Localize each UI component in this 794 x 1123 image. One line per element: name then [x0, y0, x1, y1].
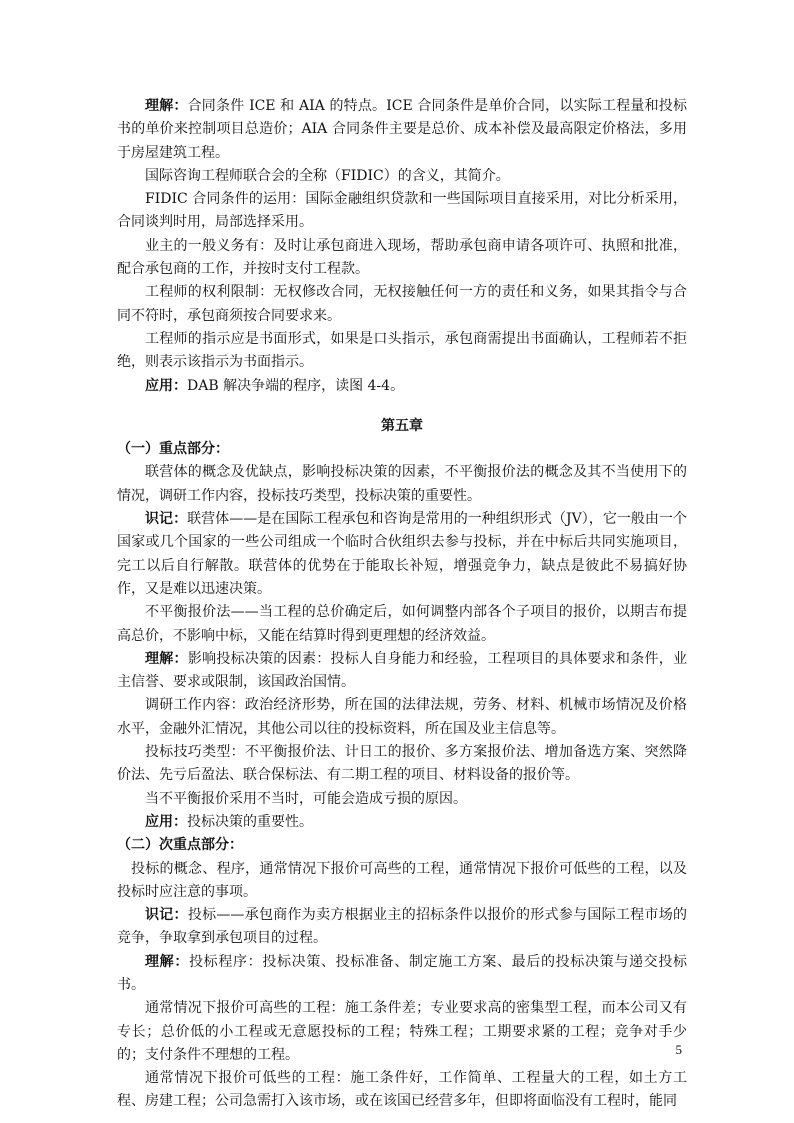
label-apply: 应用：: [145, 813, 187, 830]
paragraph-bid-memo: [117, 904, 687, 951]
paragraph-decision-factors: [117, 648, 687, 695]
paragraph-improper-use: 当不平衡报价采用不当时，可能会造成亏损的原因。: [145, 790, 467, 807]
paragraph-text: 联营体——是在国际工程承包和咨询是常用的一种组织形式（JV），它一般由一个国家或几个国家的一些公司组成一个临时合伙组织去参与投标，并在中标后共同实施项目，完工以后自行解散。联营体的优势在于能取长补短，增强竞争力，缺点是彼此不易搞好协作，又是难以迅速决策。: [117, 511, 687, 597]
paragraph-research: 调研工作内容：政治经济形势，所在国的法律法规，劳务、材料、机械市场情况及价格水平，金融外汇情况，其他公司以往的投标资料，所在国及业主信息等。: [117, 697, 687, 737]
section-heading-secondary: （二）次重点部分：: [117, 837, 243, 854]
paragraph-bid-skills: 投标技巧类型：不平衡报价法、计日工的报价、多方案报价法、增加备选方案、突然降价法、先亏后盈法、联合保标法、有二期工程的项目、材料设备的报价等。: [117, 744, 687, 784]
paragraph-high-price-projects: 通常情况下报价可高些的工程：施工条件差；专业要求高的密集型工程，而本公司又有专长；总价低的小工程或无意愿投标的工程；特殊工程；工期要求紧的工程；竞争对手少的；支付条件不理想的工程。: [117, 1000, 687, 1063]
chapter-spacer: [117, 398, 687, 415]
paragraph-decision-importance: [117, 811, 687, 834]
label-understand: 理解：: [145, 98, 188, 114]
paragraph-fidic-use: FIDIC 合同条件的运用：国际金融组织贷款和一些国际项目直接采用，对比分析采用，合同谈判时用，局部选择采用。: [117, 191, 687, 231]
paragraph-engineer-limits: 工程师的权利限制：无权修改合同，无权接触任何一方的责任和义务，如果其指令与合同不符时，承包商须按合同要求来。: [117, 284, 687, 324]
paragraph-owner-duties: 业主的一般义务有：及时让承包商进入现场，帮助承包商申请各项许可、执照和批准，配合承包商的工作，并按时支付工程款。: [117, 237, 687, 278]
paragraph-text: 投标决策的重要性。: [187, 813, 313, 830]
label-memo: 识记：: [145, 511, 188, 528]
document-page: [117, 95, 687, 1114]
paragraph-unbalanced-bid: 不平衡报价法——当工程的总价确定后，如何调整内部各个子项目的报价，以期吉布提高总价，不影响中标，又能在结算时得到更理想的经济效益。: [117, 604, 687, 644]
paragraph-text: 合同条件 ICE 和 AIA 的特点。ICE 合同条件是单价合同，以实际工程量和投标书的单价来控制项目总造价；AIA 合同条件主要是总价、成本补偿及最高限定价格法，多用于房屋建筑工程。: [117, 98, 687, 161]
paragraph-text: DAB 解决争端的程序，读图 4-4。: [187, 377, 405, 394]
paragraph-low-price-projects: 通常情况下报价可低些的工程：施工条件好，工作简单、工程量大的工程，如土方工程、房建工程；公司急需打入该市场，或在该国已经营多年，但即将面临没有工程时，能同: [117, 1070, 687, 1110]
chapter-title: 第五章: [381, 417, 423, 434]
paragraph-secondary-intro: 投标的概念、程序，通常情况下报价可高些的工程，通常情况下报价可低些的工程，以及投标时应注意的事项。: [117, 860, 687, 900]
paragraph-key-intro: 联营体的概念及优缺点，影响投标决策的因素，不平衡报价法的概念及其不当使用下的情况，调研工作内容，投标技巧类型，投标决策的重要性。: [117, 464, 687, 504]
paragraph-engineer-instructions: 工程师的指示应是书面形式，如果是口头指示，承包商需提出书面确认，工程师若不拒绝，则表示该指示为书面指示。: [117, 330, 687, 371]
label-understand: 理解：: [145, 650, 188, 667]
paragraph-text: 投标程序：投标决策、投标准备、制定施工方案、最后的投标决策与递交投标书。: [117, 953, 687, 993]
paragraph-jv-memo: [117, 508, 687, 601]
section-heading-key: （一）重点部分：: [117, 441, 229, 458]
paragraph-dab-apply: [117, 375, 687, 398]
paragraph-fidic-name: 国际咨询工程师联合会的全称（FIDIC）的含义，其简介。: [145, 167, 510, 184]
label-apply: 应用：: [145, 377, 187, 394]
paragraph-ice-aia: [117, 95, 687, 165]
paragraph-text: 影响投标决策的因素：投标人自身能力和经验，工程项目的具体要求和条件，业主信誉、要求或限制，该国政治国情。: [117, 650, 687, 691]
paragraph-text: 投标——承包商作为卖方根据业主的招标条件以报价的形式参与国际工程市场的竞争，争取拿到承包项目的过程。: [117, 907, 688, 947]
paragraph-bid-procedure: [117, 951, 687, 998]
page-number: 5: [675, 1042, 682, 1057]
label-understand: 理解：: [145, 953, 189, 970]
label-memo: 识记：: [145, 907, 188, 924]
